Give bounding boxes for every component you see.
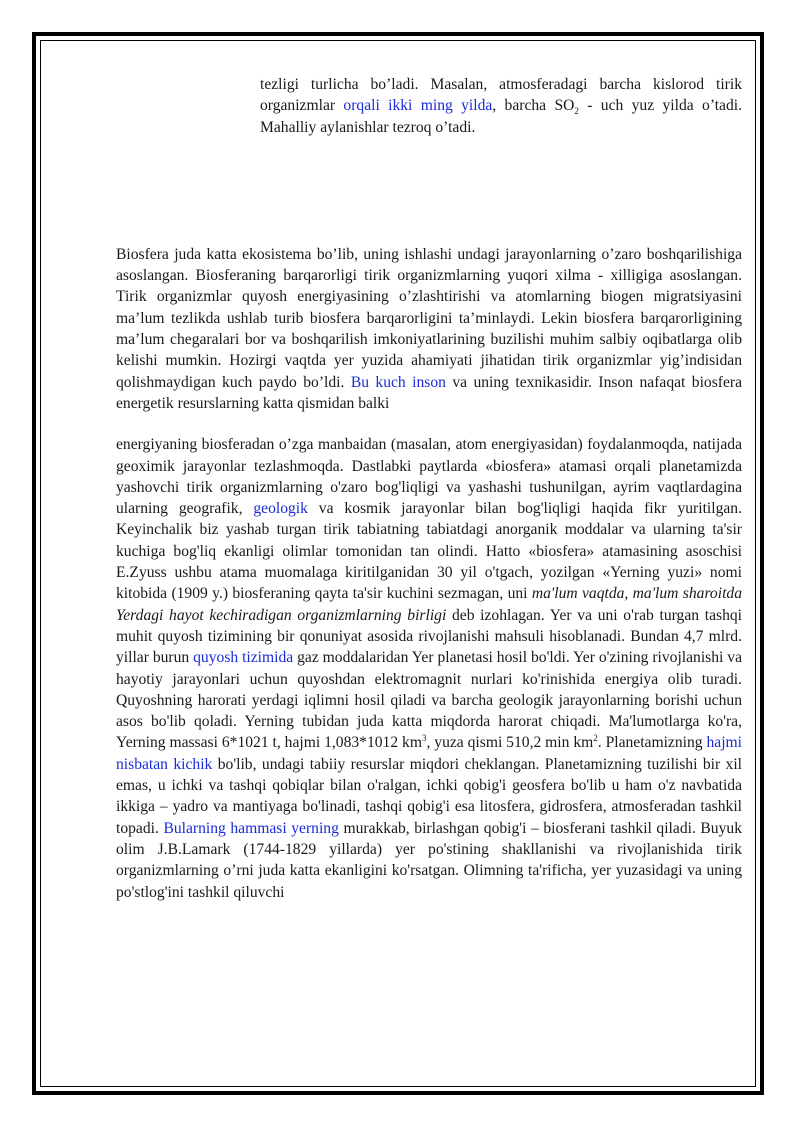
italic-definition: ma'lum vaqtda, ma'lum sharoitda Yerdagi hayot kechiradigan organizmlarning birligi bbox=[116, 585, 742, 624]
text: . Planetamizning bbox=[597, 734, 707, 752]
text: murakkab, birlashgan qobig'i – biosferani tashkil qiladi. Buyuk olim J.B.Lamark (1744-1829 yillarda) yer po'stining shakllanishi va rivojlanishida tirik organizmlarning o’rni juda katta ekanligini ko'rsatgan. Olimning ta'rificha, yer yuzasidagi va uning po'stlog'ini tashkil qiluvchi bbox=[116, 819, 742, 901]
link-geologik[interactable]: geologik bbox=[253, 500, 308, 518]
text: , barcha SO bbox=[492, 97, 575, 115]
text: Biosfera juda katta ekosistema bo’lib, uning ishlashi undagi jarayonlarning o’zaro boshqarilishiga asoslangan. Biosferaning barqarorligi tirik organizmlarning yuqori xilma - xilligiga asoslangan. Tirik organizmlar quyosh energiyasining o’zlashtirishi va atomlarning biogen migratsiyasini ma’lum tezlikda ushlab turib biosfera barqarorligini ta’minlaydi. Lekin biosfera barqarorligining ma’lum chegaralari bor va boshqarilish imkoniyatlarining buzilishi muhim salbiy oqibatlarga olib kelishi mumkin. Hozirgi vaqtda yer yuzida ahamiyati jihatidan tirik organizmlar yig’indisidan qolishmaydigan kuch paydo bo’ldi. bbox=[116, 245, 742, 391]
link-quyosh-tizimida[interactable]: quyosh tizimida bbox=[193, 649, 294, 667]
link-hajmi-nisbatan-kichik[interactable]: hajmi nisbatan kichik bbox=[116, 734, 742, 773]
text: va uning texnikasidir. Inson nafaqat biosfera energetik resurslarning katta qismidan balki bbox=[116, 373, 742, 412]
document-body bbox=[116, 74, 742, 903]
text: - uch yuz yilda o’tadi. Mahalliy aylanishlar tezroq o’tadi. bbox=[260, 97, 743, 136]
subscript: 2 bbox=[574, 106, 579, 117]
superscript: 3 bbox=[421, 733, 427, 744]
text: energiyaning biosferadan o’zga manbaidan (masalan, atom energiyasidan) foydalanmoqda, natijada geoximik jarayonlar tezlashmoqda. Dastlabki paytlarda «biosfera» atamasi orqali planetamizda yashovchi tirik organizmlarning o'zaro bog'liqligi va yashashi tushunilgan, ayrim vaqtlardagina ularning geografik, bbox=[116, 436, 742, 518]
text: bo'lib, undagi tabiiy resurslar miqdori cheklangan. Planetamizning tuzilishi bir xil emas, u ichki va tashqi qobiqlar bilan o'ralgan, ichki qobig'i geosfera bo'lib u ham o'z navbatida ikkiga – yadro va mantiyaga bo'linadi, tashqi qobig'i esa litosfera, gidrosfera, atmosferadan tashkil topadi. bbox=[116, 755, 743, 837]
text: gaz moddalaridan Yer planetasi hosil bo'ldi. Yer o'zining rivojlanishi va hayotiy jarayonlari uchun quyoshdan elektromagnit nurlari ko'rinishida energiya olib turadi. Quyoshning harorati yerdagi iqlimni hosil qiladi va barcha geologik jarayonlarning borishi uchun asos bo'lib qoladi. Yerning tubidan juda katta miqdorda harorat chiqadi. Ma'lumotlarga ko'ra, Yerning massasi 6*1021 t, hajmi 1,083*1012 km bbox=[116, 649, 742, 752]
link-bularning-hammasi-yerning[interactable]: Bularning hammasi yerning bbox=[163, 819, 339, 837]
text: deb izohlagan. Yer va uni o'rab turgan tashqi muhit quyosh tizimining bir qonuniyat asosida rivojlanishi mahsuli hisoblanadi. Bundan 4,7 mlrd. yillar burun bbox=[116, 606, 742, 667]
spacer bbox=[116, 138, 742, 244]
superscript: 2 bbox=[593, 733, 598, 744]
link-bu-kuch-inson[interactable]: Bu kuch inson bbox=[350, 373, 446, 391]
text: tezligi turlicha bo’ladi. Masalan, atmosferadagi barcha kislorod tirik organizmlar bbox=[260, 76, 742, 115]
spacer bbox=[116, 414, 742, 434]
paragraph-energiyaning bbox=[116, 434, 742, 903]
paragraph-kislorod bbox=[260, 74, 742, 138]
paragraph-biosfera bbox=[116, 244, 742, 414]
link-orqali-ikki-ming-yilda[interactable]: orqali ikki ming yilda bbox=[343, 97, 493, 115]
text: , yuza qismi 510,2 min km bbox=[426, 734, 594, 752]
text: va kosmik jarayonlar bilan bog'liqligi haqida fikr yuritilgan. Keyinchalik biz yashab turgan tirik tabiatning tabiatdagi anorganik moddalar va ularning ta'sir kuchiga bog'liq ekanligi olimlar tomonidan tan olindi. Hatto «biosfera» atamasining asoschisi E.Zyuss ushbu atama muomalaga kiritilganidan 30 yil o'tgach, yozilgan «Yerning yuzi» nomi kitobida (1909 y.) biosferaning qayta ta'sir kuchini sezmagan, uni bbox=[116, 500, 742, 603]
